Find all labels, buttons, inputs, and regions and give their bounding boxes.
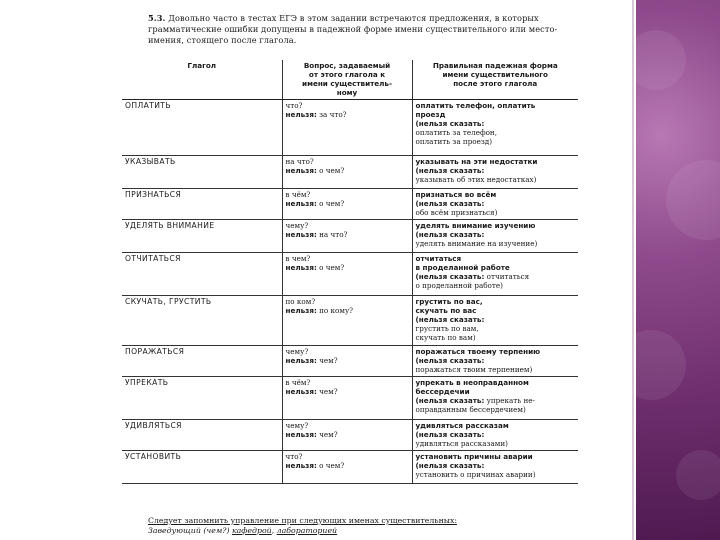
- question-cell: что? нельзя: за что?: [282, 100, 412, 156]
- question-cell: в чем? нельзя: о чем?: [282, 253, 412, 296]
- correct-form-cell: уделять внимание изучению (нельзя сказать: уделять внимание на изучение): [412, 220, 578, 253]
- correct-form-cell: грустить по вас, скучать по вас (нельзя сказать: грустить по вам, скучать по вам): [412, 296, 578, 346]
- verb-cell: ПРИЗНАТЬСЯ: [122, 189, 282, 220]
- verb-cell: УКАЗЫВАТЬ: [122, 156, 282, 189]
- question-cell: в чём? нельзя: чем?: [282, 377, 412, 420]
- verb-cell: СКУЧАТЬ, ГРУСТИТЬ: [122, 296, 282, 346]
- question-cell: по ком? нельзя: по кому?: [282, 296, 412, 346]
- correct-form-cell: установить причины аварии (нельзя сказать: установить о причинах аварии): [412, 451, 578, 484]
- footer-note: [148, 516, 578, 536]
- footer-line-2: Заведующий (чем?) кафедрой, лабораторией: [148, 526, 338, 535]
- header-question: Вопрос, задаваемый от этого глагола к имени существитель- ному: [282, 60, 412, 100]
- question-cell: чему? нельзя: на что?: [282, 220, 412, 253]
- question-cell: чему? нельзя: чем?: [282, 420, 412, 451]
- table-row: [122, 420, 578, 451]
- question-cell: в чём? нельзя: о чем?: [282, 189, 412, 220]
- table-row: [122, 451, 578, 484]
- header-verb: Глагол: [122, 60, 282, 100]
- header-form: Правильная падежная форма имени существительного после этого глагола: [412, 60, 578, 100]
- government-table: [122, 60, 578, 484]
- correct-form-cell: поражаться твоему терпению (нельзя сказать: поражаться твоим терпением): [412, 346, 578, 377]
- verb-cell: УСТАНОВИТЬ: [122, 451, 282, 484]
- intro-line: имения, стоящего после глагола.: [148, 35, 297, 45]
- table-row: [122, 296, 578, 346]
- correct-form-cell: упрекать в неоправданном бессердечии (нельзя сказать: упрекать не- оправданным бессердечием): [412, 377, 578, 420]
- question-cell: что? нельзя: о чем?: [282, 451, 412, 484]
- intro-paragraph: [148, 13, 580, 46]
- question-cell: на что? нельзя: о чем?: [282, 156, 412, 189]
- correct-form-cell: отчитаться в проделанной работе (нельзя сказать: отчитаться о проделанной работе): [412, 253, 578, 296]
- verb-cell: ПОРАЖАТЬСЯ: [122, 346, 282, 377]
- table-row: [122, 189, 578, 220]
- question-cell: чему? нельзя: чем?: [282, 346, 412, 377]
- verb-cell: УПРЕКАТЬ: [122, 377, 282, 420]
- exercise-number: 5.3.: [148, 13, 166, 23]
- table-row: [122, 253, 578, 296]
- verb-cell: ОПЛАТИТЬ: [122, 100, 282, 156]
- table-row: [122, 156, 578, 189]
- correct-form-cell: указывать на эти недостатки (нельзя сказать: указывать об этих недостатках): [412, 156, 578, 189]
- verb-cell: УДЕЛЯТЬ ВНИМАНИЕ: [122, 220, 282, 253]
- correct-form-cell: признаться во всём (нельзя сказать: обо всём признаться): [412, 189, 578, 220]
- correct-form-cell: удивляться рассказам (нельзя сказать: удивляться рассказами): [412, 420, 578, 451]
- decorative-side-panel: [636, 0, 720, 540]
- document-page: [118, 10, 586, 540]
- verb-cell: УДИВЛЯТЬСЯ: [122, 420, 282, 451]
- table-row: [122, 100, 578, 156]
- table-row: [122, 377, 578, 420]
- table-header-row: [122, 60, 578, 100]
- footer-line-1: Следует запомнить управление при следующих именах существительных:: [148, 516, 458, 525]
- table-row: [122, 220, 578, 253]
- table-row: [122, 346, 578, 377]
- intro-line: Довольно часто в тестах ЕГЭ в этом задании встречаются предложения, в которых: [168, 13, 539, 23]
- slide-divider: [632, 0, 634, 540]
- correct-form-cell: оплатить телефон, оплатить проезд (нельзя сказать: оплатить за телефон, оплатить за проезд): [412, 100, 578, 156]
- verb-cell: ОТЧИТАТЬСЯ: [122, 253, 282, 296]
- intro-line: грамматические ошибки допущены в падежной форме имени существительного или место-: [148, 24, 558, 34]
